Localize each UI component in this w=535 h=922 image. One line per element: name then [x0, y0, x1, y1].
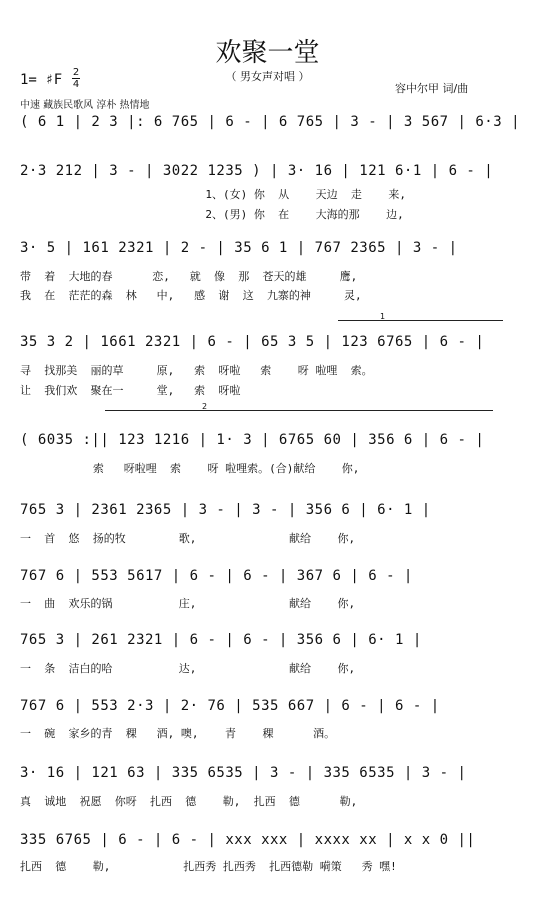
lyric-line-5: 索 呀啦哩 索 呀 啦哩索。(合)献给 你, — [20, 462, 360, 475]
score-line-3: 3· 5 | 161 2321 | 2 - | 35 6 1 | 767 2365 | 3 - | — [20, 240, 458, 256]
meter-bottom: 4 — [72, 79, 80, 90]
volta-bracket-1 — [338, 312, 503, 321]
lyric-line-9: 一 碗 家乡的青 稞 酒, 噢, 青 稞 酒。 — [20, 727, 336, 740]
score-line-1: ( 6 1 | 2 3 |: 6 765 | 6 - | 6 765 | 3 - | 3 567 | 6·3 | — [20, 114, 521, 130]
lyric-line-10: 真 诚地 祝愿 你呀 扎西 德 勒, 扎西 德 勒, — [20, 795, 358, 808]
lyric-line-6: 一 首 悠 扬的牧 歌, 献给 你, — [20, 532, 356, 545]
score-line-5: ( 6035 :|| 123 1216 | 1· 3 | 6765 60 | 356 6 | 6 - | — [20, 432, 485, 448]
score-line-6: 765 3 | 2361 2365 | 3 - | 3 - | 356 6 | 6· 1 | — [20, 502, 431, 518]
lyric-line-4-verse1: 寻 找那美 丽的草 原, 索 呀啦 索 呀 啦哩 索。 — [20, 364, 373, 377]
volta-bracket-2 — [105, 402, 493, 411]
score-line-10: 3· 16 | 121 63 | 335 6535 | 3 - | 335 6535 | 3 - | — [20, 765, 467, 781]
score-line-9: 767 6 | 553 2·3 | 2· 76 | 535 667 | 6 - | 6 - | — [20, 698, 440, 714]
meter-top: 2 — [72, 67, 80, 78]
lyric-line-8: 一 条 洁白的哈 达, 献给 你, — [20, 662, 356, 675]
lyric-line-3-verse2: 我 在 茫茫的森 林 中, 感 谢 这 九寨的神 灵, — [20, 289, 362, 302]
lyric-line-2-verse1: 1、(女) 你 从 天边 走 来, — [20, 188, 407, 201]
lyric-line-4-verse2: 让 我们欢 聚在一 堂, 索 呀啦 — [20, 384, 241, 397]
song-subtitle: （ 男女声对唱 ） — [225, 70, 310, 83]
score-line-8: 765 3 | 261 2321 | 6 - | 6 - | 356 6 | 6· 1 | — [20, 632, 422, 648]
composer-credit: 容中尔甲 词/曲 — [395, 82, 469, 95]
song-title: 欢聚一堂 — [215, 38, 320, 68]
lyric-line-11: 扎西 德 勒, 扎西秀 扎西秀 扎西德勒 嗬策 秀 嘿! — [20, 860, 397, 873]
lyric-line-7: 一 曲 欢乐的锅 庄, 献给 你, — [20, 597, 356, 610]
score-line-4: 35 3 2 | 1661 2321 | 6 - | 65 3 5 | 123 6765 | 6 - | — [20, 334, 485, 350]
score-line-7: 767 6 | 553 5617 | 6 - | 6 - | 367 6 | 6 - | — [20, 568, 413, 584]
score-line-11: 335 6765 | 6 - | 6 - | xxx xxx | xxxx xx | x x 0 || — [20, 832, 476, 848]
time-signature — [72, 68, 80, 89]
volta-number-2: 2 — [202, 402, 208, 411]
volta-number-1: 1 — [380, 312, 386, 321]
lyric-line-2-verse2: 2、(男) 你 在 大海的那 边, — [20, 208, 404, 221]
tempo-marking: 中速 藏族民歌风 淳朴 热情地 — [20, 100, 150, 111]
lyric-line-3-verse1: 带 着 大地的春 恋, 就 像 那 苍天的雄 鹰, — [20, 270, 358, 283]
score-line-2: 2·3 212 | 3 - | 3022 1235 ) | 3· 16 | 121 6·1 | 6 - | — [20, 163, 494, 179]
key-signature: 1= ♯F — [20, 72, 63, 88]
